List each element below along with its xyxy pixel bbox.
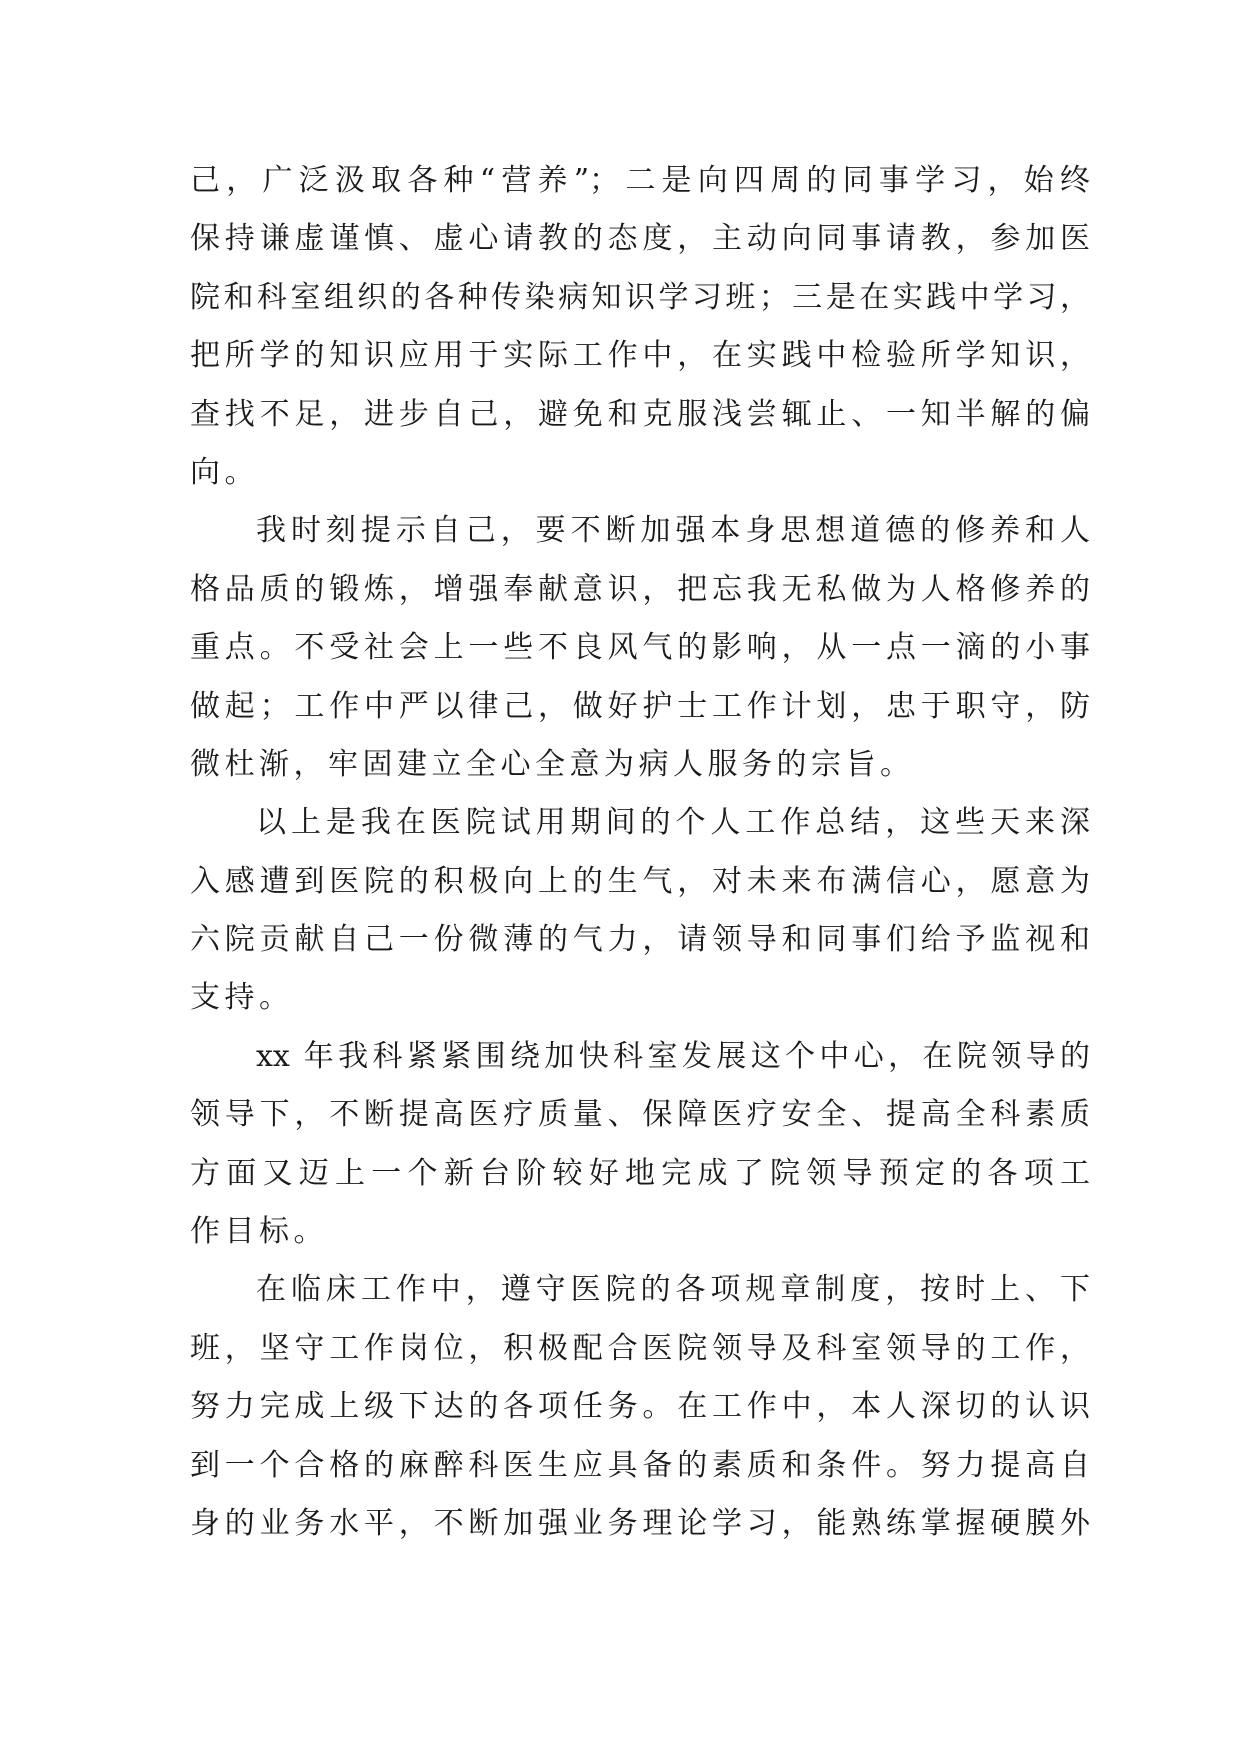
paragraph-first-line: 在临床工作中，遵守医院的各项规章制度，按时上、下 <box>256 1272 1090 1308</box>
text-line: 做起；工作中严以律己，做好护士工作计划，忠于职守，防 <box>190 688 1090 724</box>
text-line: 身的业务水平，不断加强业务理论学习，能熟练掌握硬膜外 <box>190 1505 1090 1541</box>
text-line: 支持。 <box>190 980 294 1016</box>
document-body <box>190 152 1090 1553</box>
text-line: 作目标。 <box>190 1214 328 1250</box>
paragraph-first-line: xx 年我科紧紧围绕加快科室发展这个中心，在院领导的 <box>256 1038 1090 1074</box>
text-line: 己，广泛汲取各种“营养”；二是向四周的同事学习，始终 <box>190 163 1090 198</box>
paragraph-first-line: 以上是我在医院试用期间的个人工作总结，这些天来深 <box>256 805 1090 841</box>
text-line: 格品质的锻炼，增强奉献意识，把忘我无私做为人格修养的 <box>190 571 1090 607</box>
text-line: 入感遭到医院的积极向上的生气，对未来布满信心，愿意为 <box>190 863 1090 899</box>
text-line: 领导下，不断提高医疗质量、保障医疗安全、提高全科素质 <box>190 1097 1090 1133</box>
text-line: 班，坚守工作岗位，积极配合医院领导及科室领导的工作， <box>190 1330 1090 1366</box>
text-line: 向。 <box>190 454 259 490</box>
text-line: 院和科室组织的各种传染病知识学习班；三是在实践中学习， <box>190 279 1090 315</box>
text-line: 六院贡献自己一份微薄的气力，请领导和同事们给予监视和 <box>190 922 1090 958</box>
text-line: 重点。不受社会上一些不良风气的影响，从一点一滴的小事 <box>190 630 1090 666</box>
text-line: 保持谦虚谨慎、虚心请教的态度，主动向同事请教，参加医 <box>190 221 1090 257</box>
text-line: 到一个合格的麻醉科医生应具备的素质和条件。努力提高自 <box>190 1447 1090 1483</box>
text-line: 把所学的知识应用于实际工作中，在实践中检验所学知识， <box>190 338 1090 374</box>
text-line: 查找不足，进步自己，避免和克服浅尝辄止、一知半解的偏 <box>190 396 1090 432</box>
text-line: 方面又迈上一个新台阶较好地完成了院领导预定的各项工 <box>190 1155 1090 1191</box>
paragraph-first-line: 我时刻提示自己，要不断加强本身思想道德的修养和人 <box>256 513 1090 549</box>
text-line: 微杜渐，牢固建立全心全意为病人服务的宗旨。 <box>190 746 915 782</box>
text-line: 努力完成上级下达的各项任务。在工作中，本人深切的认识 <box>190 1389 1090 1425</box>
